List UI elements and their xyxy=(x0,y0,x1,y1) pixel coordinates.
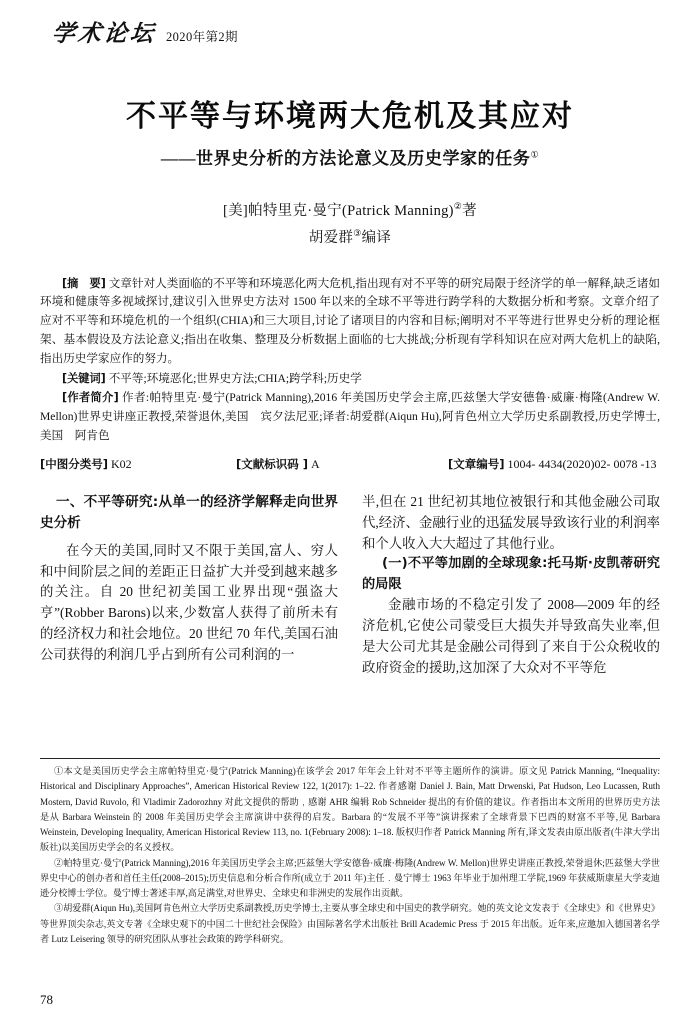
clc-cell xyxy=(40,455,236,474)
page-subtitle-text: ——世界史分析的方法论意义及历史学家的任务 xyxy=(160,148,531,168)
author-bio-label: [作者简介] xyxy=(62,391,119,405)
author-block xyxy=(40,198,660,253)
right-column-paragraph: 金融市场的不稳定引发了 2008—2009 年的经济危机,它使公司蒙受巨大损失并导致高失业率,但是大公司尤其是金融公司得到了来自于公众税收的政府资金的援助,这加深了大众对不平等危 xyxy=(362,597,660,675)
abstract-label: [摘 要] xyxy=(62,276,106,290)
footnote-3 xyxy=(40,901,660,947)
author-bio-paragraph xyxy=(40,389,660,445)
subsection-heading: (一)不平等加剧的全球现象:托马斯·皮凯蒂研究的局限 xyxy=(362,556,660,592)
footnote-2 xyxy=(40,856,660,902)
footnote-1-text: 本文是美国历史学会主席帕特里克·曼宁(Patrick Manning)在该学会 2017 年年会上针对不平等主题所作的演讲。原文见 Patrick Manning, “Inequality: Historical and Disciplinary Approaches”, American Historical Review 122, 1(2017): 1–22. 作者感谢 Daniel J. Bain, Matt Drwenski, Pat Hudson, Leo Lucassen, Ruth Mostern, David Ruvolo, 和 Vladimir Zadorozhny 对此文提供的帮助﹐感谢 AHR 编辑 Rob Schneider 提出的有价值的建议。作者指出本文所用的世界历史方法是从 Barbara Weinstein 的 2008 年美国历史学会主席演讲中获得的启发。Barbara 的“发展不平等”演讲探索了全球背景下巴西的财富不平等,见 Barbara Weinstein, Developing Inequality, American Historical Review 113, no. 1(February 2008): 1–18. 版权归作者 Patrick Manning 所有,译文发表由原出版者(牛津大学出版社)以美国历史学会的名义授权。 xyxy=(40,766,660,853)
translator-line xyxy=(40,225,660,253)
footnote-divider xyxy=(40,758,660,759)
page-title: 不平等与环境两大危机及其应对 xyxy=(126,99,574,134)
right-column xyxy=(362,492,660,692)
page-number: 78 xyxy=(40,992,53,1007)
body-columns xyxy=(40,492,660,692)
title-block xyxy=(40,98,660,170)
masthead xyxy=(40,22,660,58)
classification-line xyxy=(40,455,660,474)
footnote-2-text: 帕特里克·曼宁(Patrick Manning),2016 年美国历史学会主席;匹兹堡大学安德鲁·威廉·梅隆(Andrew W. Mellon)世界史讲座正教授,荣誉退休;匹兹堡大学世界史中心的创办者和首任主任(2008–2015);历史信息和分析合作所(成立于 2011 年)主任﹒曼宁博士 1963 年毕业于加州理工学院,1969 年获威斯康星大学麦迪逊分校博士学位。曼宁博士著述丰厚,高足满堂,对世界史、全球史和非洲史的发展作出贡献。 xyxy=(40,857,660,899)
journal-logo: 学术论坛 xyxy=(50,20,158,47)
left-column xyxy=(40,492,338,692)
doc-code-value: A xyxy=(311,456,320,471)
author-footnote-marker: ② xyxy=(453,200,463,211)
author-role: 著 xyxy=(462,202,477,219)
left-column-paragraph: 在今天的美国,同时又不限于美国,富人、穷人和中间阶层之间的差距正日益扩大并受到越来越多的关注。自 20 世纪初美国工业界出现“强盗大亨”(Robber Barons)以来,少数富人获得了前所未有的经济权力和社会地位。20 世纪 70 年代,美国石油公司获得的利润几乎占到所有公司利润的一 xyxy=(40,542,338,662)
translator-name: 胡爱群 xyxy=(308,230,354,247)
footnote-1-marker: ① xyxy=(54,766,64,776)
section-heading: 一、不平等研究:从单一的经济学解释走向世界史分析 xyxy=(40,494,338,531)
issue-label: 2020年第2期 xyxy=(166,30,238,44)
doc-code-cell xyxy=(236,455,448,474)
author-name: [美]帕特里克·曼宁(Patrick Manning) xyxy=(223,202,454,219)
subtitle-footnote-marker: ① xyxy=(530,148,540,159)
abstract-paragraph xyxy=(40,275,660,369)
keywords-text: 不平等;环境恶化;世界史方法;CHIA;跨学科;历史学 xyxy=(108,371,362,385)
page-subtitle xyxy=(40,148,660,170)
author-name-line xyxy=(40,198,660,226)
translator-footnote-marker: ③ xyxy=(353,228,362,239)
keywords-label: [关键词] xyxy=(62,371,106,385)
doc-code-label: [文献标识码 ] xyxy=(236,456,309,471)
author-bio-text: 作者:帕特里克·曼宁(Patrick Manning),2016 年美国历史学会主席,匹兹堡大学安德鲁·威廉·梅隆(Andrew W. Mellon)世界史讲座正教授,荣誉退休,美国 宾夕法尼亚;译者:胡爱群(Aiqun Hu),阿肯色州立大学历史系副教授,历史学博士,美国 阿肯色 xyxy=(40,391,660,442)
clc-value: K02 xyxy=(111,456,132,471)
footnote-3-text: 胡爱群(Aiqun Hu),美国阿肯色州立大学历史系副教授,历史学博士,主要从事全球史和中国史的教学研究。她的英文论文发表于《全球史》和《世界史》等世界顶尖杂志,英文专著《全球史观下的中国二十世纪社会保险》由国际著名学术出版社 Brill Academic Press 于 2015 年出版。近年来,应邀加入德国著名学者 Lutz Leisering 领导的研究团队从事社会政策的跨学科研究。 xyxy=(40,903,660,944)
article-id-label: [文章编号] xyxy=(448,456,505,471)
clc-label: [中图分类号] xyxy=(40,456,109,471)
abstract-text: 文章针对人类面临的不平等和环境恶化两大危机,指出现有对不平等的研究局限于经济学的单一解释,缺乏诸如环境和健康等多视域探讨,建议引入世界史方法对 1500 年以来的全球不平等进行跨学科的大数据分析和考察。文章介绍了应对不平等和环境危机的一个组织(CHIA)和三大项目,讨论了诸项目的内容和目标;阐明对不平等进行世界史分析的理论框架、基本假设及方法论意义;指出在收集、整理及分析数据上面临的七大挑战;分析现有学科知识在应对两大危机上的缺陷,指出历史学家应作的努力。 xyxy=(40,276,660,365)
footnotes-block xyxy=(40,764,660,947)
keywords-paragraph xyxy=(40,370,660,389)
metadata-block xyxy=(40,275,660,474)
footnote-3-marker: ③ xyxy=(54,903,64,914)
translator-role: 编译 xyxy=(361,230,392,247)
article-id-cell xyxy=(448,455,657,474)
footnote-2-marker: ② xyxy=(54,857,64,868)
right-column-continued-paragraph: 半,但在 21 世纪初其地位被银行和其他金融公司取代,经济、金融行业的迅猛发展导致该行业的利润率和个人收入大大超过了其他行业。 xyxy=(362,494,660,551)
footnote-1 xyxy=(40,764,660,856)
article-id-value: 1004- 4434(2020)02- 0078 -13 xyxy=(507,456,657,471)
